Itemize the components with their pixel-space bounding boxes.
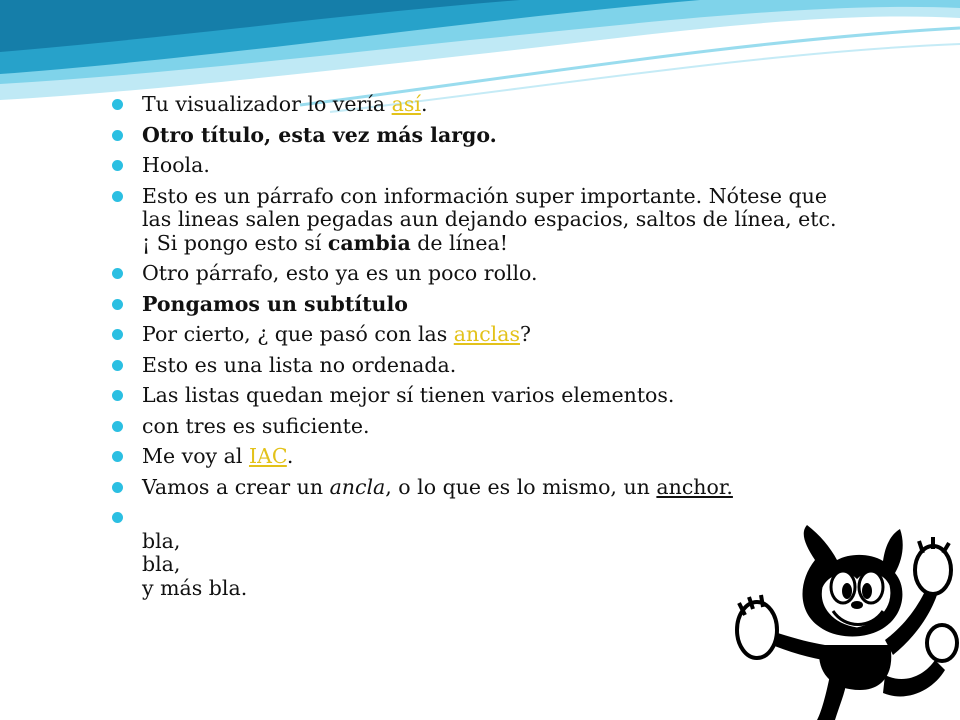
item-text: Me voy al [142,444,249,468]
item-text: Las listas quedan mejor sí tienen varios elementos. [142,383,675,407]
bold-text: cambia [327,230,411,255]
item-text: con tres es suficiente. [142,413,370,438]
list-item: Esto es un párrafo con información super importante. Nótese que las lineas salen pegadas aun dejando espacios, saltos de línea, etc. ¡ Si pongo esto sí cambia de línea! [112,185,902,256]
item-text: Por cierto, ¿ que pasó con las [142,322,454,346]
paragraph-line: las lineas salen pegadas aun dejando espacios, saltos de línea, etc. [142,207,837,231]
heading-text: Otro título, esta vez más largo. [142,122,497,147]
list-item [112,354,902,378]
item-text: Esto es una lista no ordenada. [142,352,457,377]
list-item: Tu visualizador lo vería así. [112,93,902,117]
list-item [112,262,902,286]
link-anchor[interactable]: anchor. [656,474,733,499]
italic-text: ancla [329,474,386,499]
bla-line: y más bla. [142,575,248,600]
list-item [112,124,902,148]
list-item [112,384,902,408]
link-asi[interactable]: así [391,92,421,116]
paragraph-line: Esto es un párrafo con información super importante. Nótese que [142,183,827,208]
list-item: Vamos a crear un ancla, o lo que es lo mismo, un anchor. [112,476,902,500]
link-anclas[interactable]: anclas [453,322,520,346]
item-text: Tu visualizador lo vería [142,92,392,116]
list-item: Por cierto, ¿ que pasó con las anclas? [112,323,902,347]
link-iac[interactable]: IAC [248,444,287,468]
bla-line: bla, [142,528,181,553]
list-item [112,154,902,178]
item-text: Otro párrafo, esto ya es un poco rollo. [142,261,538,285]
felix-the-cat-icon [735,525,960,720]
item-text: Vamos a crear un [142,474,330,499]
item-text: Hoola. [142,153,210,177]
list-item: Me voy al IAC. [112,445,902,469]
list-item [112,293,902,317]
subtitle-text: Pongamos un subtítulo [142,291,408,316]
bla-line: bla, [142,552,181,576]
list-item [112,415,902,439]
